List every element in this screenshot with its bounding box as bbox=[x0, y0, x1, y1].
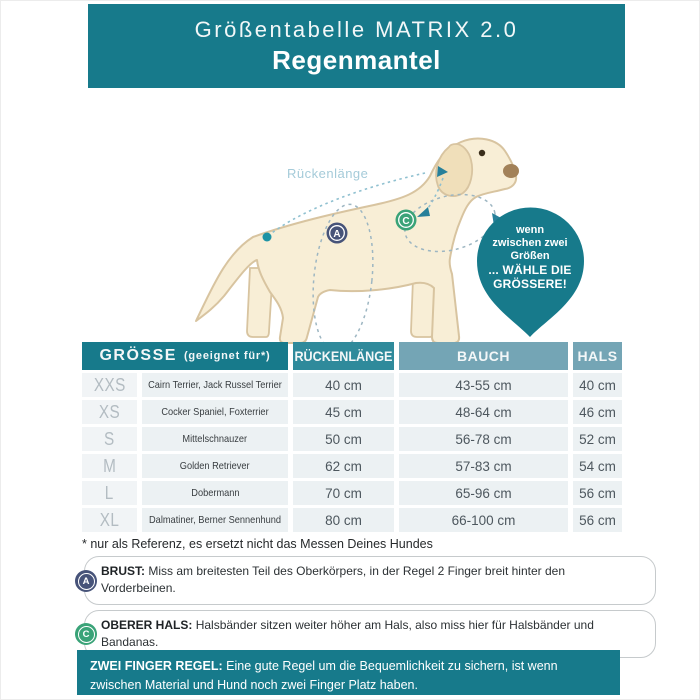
size-value: XL bbox=[99, 509, 120, 530]
table-row-back: 45 cm bbox=[293, 400, 394, 424]
table-row-size bbox=[82, 400, 137, 424]
table-row-size bbox=[82, 427, 137, 451]
svg-text:C: C bbox=[402, 216, 410, 227]
table-row-neck: 40 cm bbox=[573, 373, 622, 397]
table-row-back: 62 cm bbox=[293, 454, 394, 478]
table-row-size bbox=[82, 454, 137, 478]
table-row-breeds bbox=[142, 427, 288, 451]
size-value: M bbox=[102, 455, 117, 476]
bubble-line: ... WÄHLE DIE bbox=[488, 263, 572, 277]
bubble-line: zwischen zwei bbox=[492, 237, 568, 249]
breeds-value: Mittelschnauzer bbox=[182, 433, 248, 445]
table-footnote: * nur als Referenz, es ersetzt nicht das Messen Deines Hundes bbox=[82, 537, 433, 551]
table-row-neck: 46 cm bbox=[573, 400, 622, 424]
table-row-back: 40 cm bbox=[293, 373, 394, 397]
header-size-note: (geeignet für*) bbox=[183, 350, 271, 362]
note-brust-text: Miss am breitesten Teil des Oberkörpers, in der Regel 2 Finger breit hinter den Vorderbeinen. bbox=[101, 564, 565, 595]
header-size-label: GRÖSSE bbox=[99, 347, 177, 364]
size-value: L bbox=[105, 482, 114, 503]
size-table bbox=[82, 342, 622, 532]
table-row-back: 80 cm bbox=[293, 508, 394, 532]
marker-c-letter: C bbox=[78, 626, 95, 643]
marker-a-letter: A bbox=[78, 573, 95, 590]
table-row-size bbox=[82, 373, 137, 397]
page-title: Größentabelle MATRIX 2.0 bbox=[194, 16, 519, 42]
table-row-back: 50 cm bbox=[293, 427, 394, 451]
column-header-size bbox=[82, 342, 288, 370]
table-row-belly: 56-78 cm bbox=[399, 427, 568, 451]
table-row-breeds bbox=[142, 373, 288, 397]
table-row-belly: 43-55 cm bbox=[399, 373, 568, 397]
marker-a-badge-icon bbox=[75, 570, 97, 592]
back-length-label: Rückenlänge bbox=[287, 166, 369, 181]
dog-nose bbox=[503, 164, 519, 178]
marker-a-icon bbox=[327, 223, 348, 244]
note-hals-text: Halsbänder sitzen weiter höher am Hals, also miss hier für Halsbänder und Bandanas. bbox=[101, 618, 594, 649]
dog-eye bbox=[479, 150, 485, 156]
note-brust-label: BRUST: bbox=[101, 564, 145, 578]
table-row-breeds bbox=[142, 508, 288, 532]
table-row-belly: 48-64 cm bbox=[399, 400, 568, 424]
bubble-line: wenn bbox=[515, 224, 545, 236]
table-row-size bbox=[82, 508, 137, 532]
table-row-belly: 65-96 cm bbox=[399, 481, 568, 505]
svg-text:A: A bbox=[333, 229, 341, 240]
marker-c-icon bbox=[396, 210, 417, 231]
table-row-belly: 66-100 cm bbox=[399, 508, 568, 532]
size-value: XXS bbox=[93, 374, 126, 395]
table-row-neck: 56 cm bbox=[573, 481, 622, 505]
breeds-value: Dalmatiner, Berner Sennenhund bbox=[149, 514, 282, 526]
size-value: S bbox=[104, 428, 115, 449]
table-row-size bbox=[82, 481, 137, 505]
two-finger-rule-box bbox=[77, 650, 620, 695]
header-back-label: RÜCKENLÄNGE bbox=[294, 348, 393, 364]
table-row-neck: 54 cm bbox=[573, 454, 622, 478]
note-hals-label: OBERER HALS: bbox=[101, 618, 193, 632]
column-header-belly: BAUCH bbox=[399, 342, 568, 370]
table-row-belly: 57-83 cm bbox=[399, 454, 568, 478]
measure-start-dot bbox=[263, 233, 272, 242]
table-row-neck: 56 cm bbox=[573, 508, 622, 532]
rule-text: Eine gute Regel um die Bequemlichkeit zu sichern, ist wenn zwischen Material und Hund noch zwei Finger Platz haben. bbox=[90, 659, 558, 692]
size-value: XS bbox=[98, 401, 121, 422]
page-subtitle: Regenmantel bbox=[272, 44, 441, 75]
table-row-neck: 52 cm bbox=[573, 427, 622, 451]
breeds-value: Cairn Terrier, Jack Russel Terrier bbox=[148, 379, 282, 391]
breeds-value: Dobermann bbox=[190, 487, 240, 499]
note-brust bbox=[84, 556, 656, 605]
breeds-value: Cocker Spaniel, Foxterrier bbox=[161, 406, 269, 418]
bubble-text bbox=[474, 224, 586, 291]
table-row-breeds bbox=[142, 454, 288, 478]
marker-c-badge-icon bbox=[75, 623, 97, 645]
table-row-back: 70 cm bbox=[293, 481, 394, 505]
rule-label: ZWEI FINGER REGEL: bbox=[90, 659, 223, 673]
table-row-breeds bbox=[142, 481, 288, 505]
bubble-line: GRÖSSERE! bbox=[493, 277, 567, 291]
column-header-neck: HALS bbox=[573, 342, 622, 370]
breeds-value: Golden Retriever bbox=[180, 460, 250, 472]
bubble-line: Größen bbox=[510, 250, 550, 262]
column-header-back-length bbox=[293, 342, 394, 370]
table-row-breeds bbox=[142, 400, 288, 424]
